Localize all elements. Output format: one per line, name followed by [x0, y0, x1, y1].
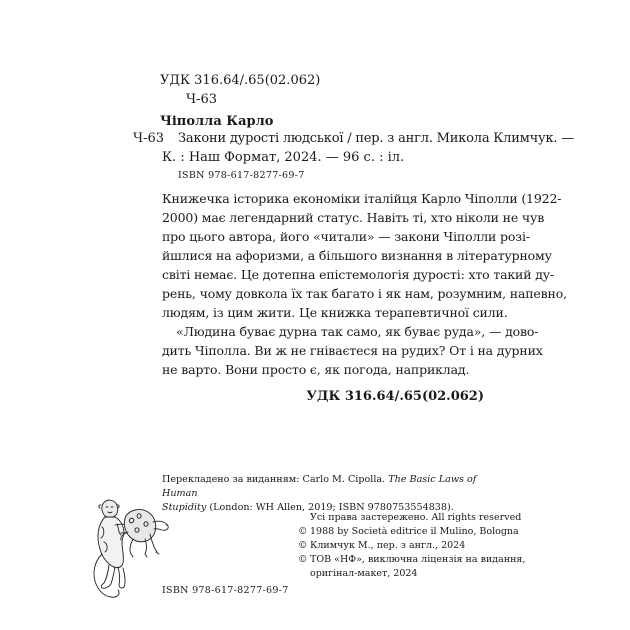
copyright-line — [298, 526, 519, 537]
copyright-icon: © — [298, 540, 308, 551]
copyright-text: оригінал-макет, 2024 — [310, 568, 418, 579]
abstract-line: Книжечка історика економіки італійця Карло Чіполли (1922- — [162, 191, 562, 206]
abstract-line: не варто. Вони просто є, як погода, наприклад. — [162, 362, 470, 377]
copyright-line — [298, 540, 465, 551]
copyright-text: ТОВ «НФ», виключна ліцензія на видання, — [310, 554, 526, 565]
udc-code-bottom: УДК 316.64/.65(02.062) — [306, 389, 484, 404]
abstract-line: рень, чому довкола їх так багато і як нам, розумним, напевно, — [162, 286, 567, 301]
abstract-line: «Людина буває дурна так само, як буває руда», — дово- — [176, 324, 539, 339]
catalog-entry-line1: Закони дурості людської / пер. з англ. Микола Климчук. — — [178, 131, 575, 146]
copyright-icon: © — [298, 526, 308, 537]
abstract-line: світі немає. Це дотепна епістемологія дурості: хто такий ду- — [162, 267, 555, 282]
copyright-icon: © — [298, 554, 308, 565]
isbn-bottom: ISBN 978-617-8277-69-7 — [162, 585, 289, 596]
abstract-line: людям, із цим жити. Це книжка терапевтичної сили. — [162, 305, 508, 320]
original-title: The Basic Laws of Human — [162, 474, 477, 499]
copyright-text: 1988 by Società editrice il Mulino, Bologna — [310, 526, 519, 537]
original-title-cont: Stupidity — [162, 502, 207, 513]
abstract-line: про цього автора, його «читали» — закони Чіполли розі- — [162, 229, 530, 244]
author-mark: Ч-63 — [186, 92, 217, 107]
copyright-text: Климчук М., пер. з англ., 2024 — [310, 540, 466, 551]
abstract-line: дить Чіполла. Ви ж не гніваєтеся на рудих? От і на дурних — [162, 343, 543, 358]
translation-note — [162, 473, 492, 515]
copyright-line-cont — [298, 568, 417, 579]
catalog-entry-line2: К. : Наш Формат, 2024. — 96 с. : іл. — [162, 150, 405, 165]
translation-suffix: (London: WH Allen, 2019; ISBN 9780753554838). — [206, 502, 454, 513]
side-author-mark: Ч-63 — [133, 131, 164, 146]
rights-reserved: Усі права застережено. All rights reserved — [310, 512, 522, 523]
abstract-line: 2000) має легендарний статус. Навіть ті, хто ніколи не чув — [162, 210, 545, 225]
abstract-line: йшлися на афоризми, а більшого визнання в літературному — [162, 248, 552, 263]
catalog-isbn: ISBN 978-617-8277-69-7 — [178, 170, 305, 181]
copyright-line — [298, 554, 525, 565]
udc-code-top: УДК 316.64/.65(02.062) — [160, 73, 321, 88]
author-name: Чіполла Карло — [160, 114, 274, 129]
translation-prefix: Перекладено за виданням: Carlo M. Cipolla. — [162, 474, 389, 485]
